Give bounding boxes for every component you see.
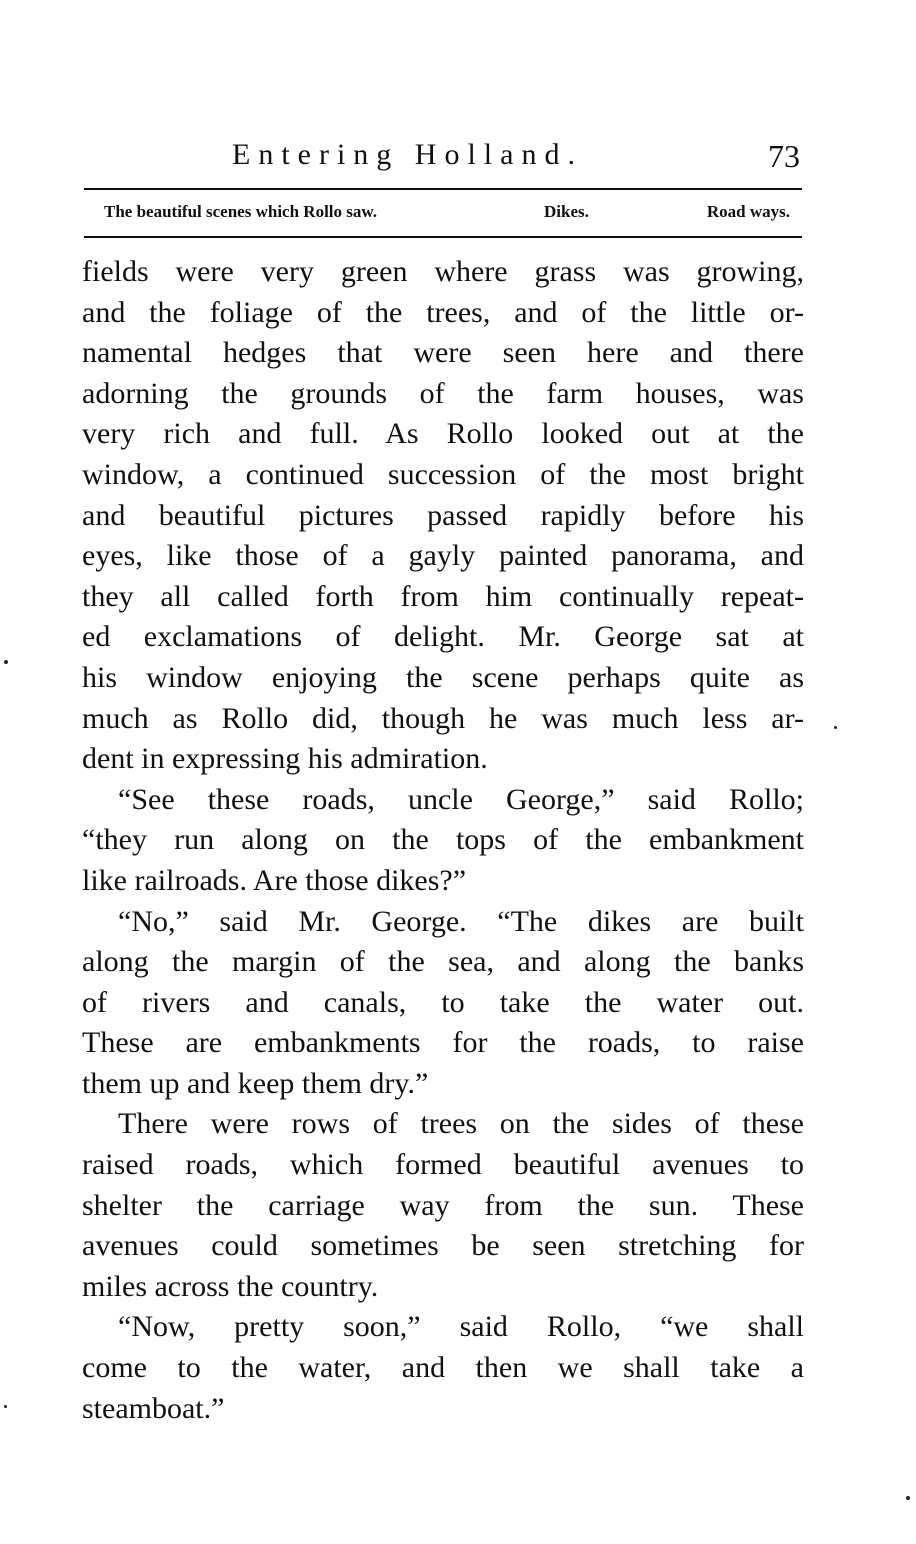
text-line: and beautiful pictures passed rapidly before his [82,498,804,532]
text-line: along the margin of the sea, and along the banks [82,945,804,979]
text-line: them up and keep them dry.” [82,1066,429,1100]
body-text [82,252,804,1429]
header-rule-bottom [84,236,802,238]
text-line: ed exclamations of delight. Mr. George sat at [82,620,804,654]
text-line: they all called forth from him continually repeat- [82,579,804,613]
text-line: fields were very green where grass was growing, [82,255,804,288]
text-line: of rivers and canals, to take the water out. [82,985,804,1019]
topic-summary [100,200,790,228]
text-line: like railroads. Are those dikes?” [82,863,467,897]
text-line: window, a continued succession of the most bright [82,457,804,491]
header-rule-top [84,188,802,190]
topic-item: Road ways. [706,202,790,221]
text-line: eyes, like those of a gayly painted panorama, and [82,539,804,573]
text-line: his window enjoying the scene perhaps quite as [82,660,804,694]
text-line: avenues could sometimes be seen stretching for [82,1229,804,1263]
scan-speck [906,1496,910,1500]
scan-speck [4,1405,7,1408]
text-line: “they run along on the tops of the embankment [82,823,804,857]
page-header [84,128,804,178]
text-line: miles across the country. [82,1269,379,1303]
text-line: much as Rollo did, though he was much less ar- [82,701,804,735]
text-line: steamboat.” [82,1391,225,1425]
page-number: 73 [768,138,800,174]
text-line: very rich and full. As Rollo looked out at the [82,417,804,451]
text-line: and the foliage of the trees, and of the little or- [82,295,804,329]
scan-speck [4,660,8,664]
text-line: “No,” said Mr. George. “The dikes are built [118,904,804,938]
text-line: come to the water, and then we shall take a [82,1351,804,1385]
text-line: namental hedges that were seen here and there [82,336,804,370]
text-line: raised roads, which formed beautiful avenues to [82,1148,804,1182]
text-line: shelter the carriage way from the sun. These [82,1188,804,1222]
text-line: dent in expressing his admiration. [82,742,488,776]
text-line: “See these roads, uncle George,” said Rollo; [118,782,804,816]
text-line: There were rows of trees on the sides of these [118,1107,804,1141]
topic-item: The beautiful scenes which Rollo saw. [104,202,377,221]
text-line: adorning the grounds of the farm houses, was [82,376,804,410]
text-line: “Now, pretty soon,” said Rollo, “we shall [118,1310,804,1344]
running-title: Entering Holland. [232,138,583,171]
scan-speck [834,726,837,729]
topic-item: Dikes. [544,202,589,221]
text-line: These are embankments for the roads, to raise [82,1026,804,1060]
